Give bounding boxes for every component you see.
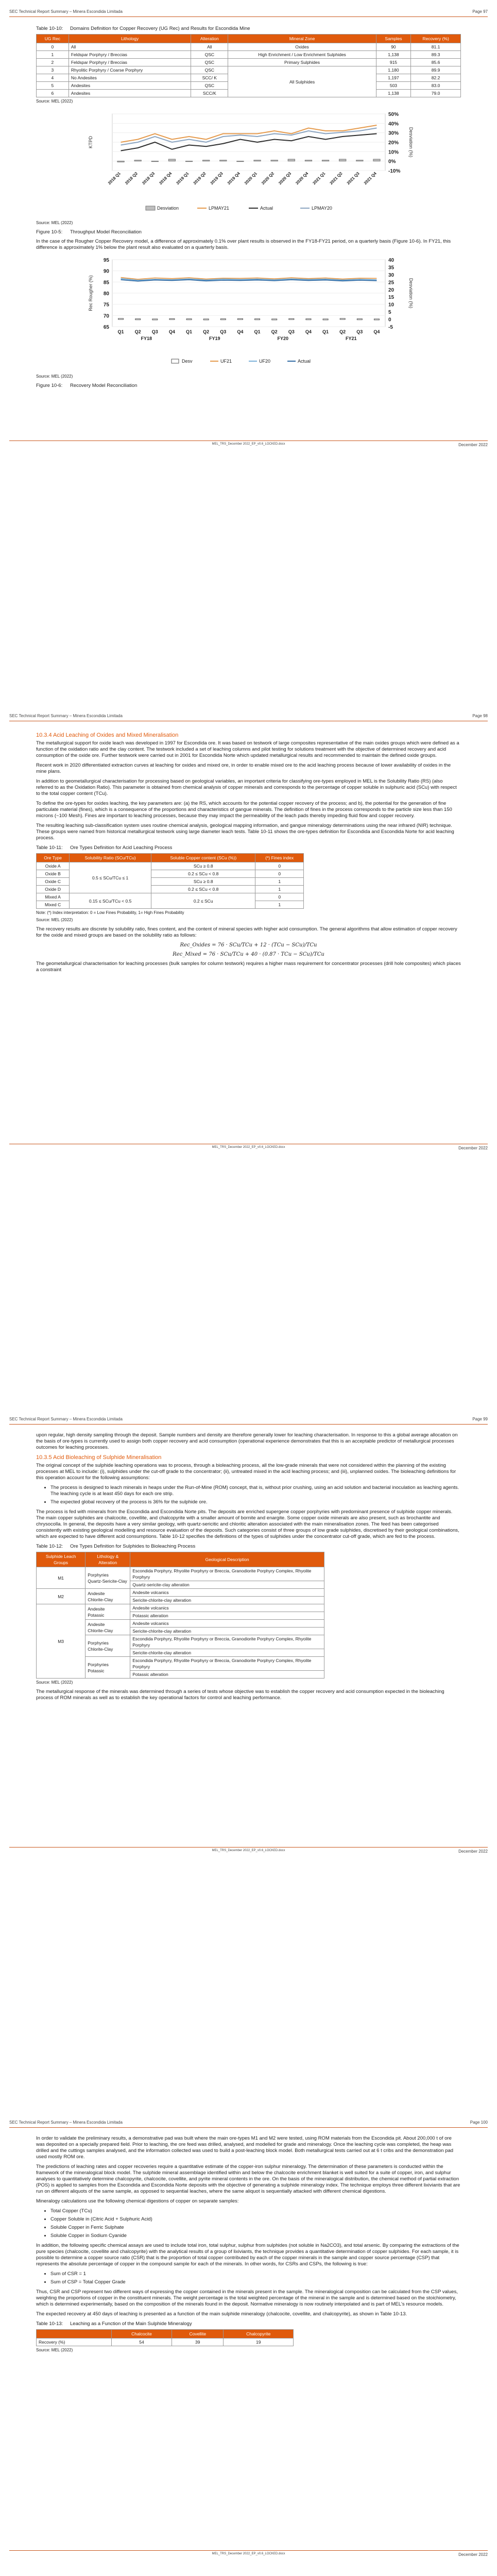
bar-desviation [134, 160, 141, 161]
x-tick-label: Q3 [151, 329, 158, 334]
bar-desviation [271, 160, 278, 161]
y-tick-label-left: 65 [103, 325, 109, 330]
table-cell: No Andesites [68, 74, 191, 82]
table-cell: High Enrichment / Low Enrichment Sulphides [228, 51, 376, 59]
table-cell: Porphyries Quartz-Sericite-Clay [85, 1567, 130, 1589]
table-cell: All Sulphides [228, 66, 376, 97]
y-tick-label-left: 75 [103, 302, 109, 308]
table-cell: 89.3 [411, 51, 461, 59]
paragraph: The metallurgical response of the minerals was determined through a series of tests whose objective was to establish the copper recovery and acid consumption expected in the bioleaching process of ROM minerals as well as to establish the key operational factors for control and leaching performance. [36, 1689, 444, 1701]
bar-desviation [253, 160, 260, 161]
paragraph: To define the ore-types for oxides leaching, the key parameters are: (a) the RS, which accounts for the potential copper recovery of the process; and b), the potential for the generation of fine particulate material (fines), which is a consequence of the proportions and characteristics of gangue minerals. The definition of fines in the process corresponds to the particle size less than 150 microns (~100 Mesh). Fines are important to leaching processes, because they may impact the permeability of the leach pads thereby impeding fluid flow and copper recovery. [36, 801, 452, 819]
table-cell: M1 [37, 1567, 85, 1589]
x-tick-label: Q2 [271, 329, 278, 334]
y-tick-label-right: 30% [388, 130, 399, 137]
x-group-label: FY21 [345, 336, 357, 341]
table-cell: Porphyries Potassic [85, 1657, 130, 1679]
bar-desv [118, 318, 123, 319]
table-cell: QSC [191, 59, 228, 66]
table-cell: All [191, 43, 228, 51]
page-98 [0, 703, 497, 1406]
page-header: SEC Technical Report Summary – Minera Escondida Limitada Page 98 [9, 714, 488, 721]
table-cell: 1,138 [376, 90, 410, 97]
table-10-11-caption: Table 10-11: Ore Types Definition for Acid Leaching Process [36, 845, 173, 851]
y-tick-label-right: -5 [388, 325, 393, 330]
paragraph: In addition, the following specific chemical assays are used to include total iron, total sulphur, sulphur from sulphides (not soluble in Na2CO3), and total arsenic. By comparing the extractions of the pure species (chalcocite, covellite and chalcopyrite) with the analytical results of a group of lixiviants, the technique provides a quantitative determination of copper sulphides. For each sample, it is possible to determine a copper source ratio (CSR) that is the proportion of total copper contributed by each of the copper minerals in the sample and copper source percentage (CSP) that represents the absolute percentage of copper in the compound sample for each of the minerals. In other words, for CSRs and CSPs, the following is true: [36, 2243, 459, 2267]
table-cell: Andesite Chlorite-Clay [85, 1589, 130, 1604]
y-tick-label-right: 0 [388, 317, 391, 323]
page-99 [0, 1406, 497, 2110]
x-tick-label: Q4 [373, 329, 380, 334]
x-tick-label: 2019 Q1 [175, 171, 190, 186]
table-cell: 85.6 [411, 59, 461, 66]
table-cell: Quartz-sericite-clay alteration [130, 1581, 324, 1589]
table-10-11-source: Source: MEL (2022) [36, 918, 73, 922]
page-header: SEC Technical Report Summary – Minera Escondida Limitada Page 100 [9, 2120, 488, 2128]
list-item: • Total Copper (TCu) [50, 2208, 461, 2214]
list-item: • Sum of CSR = 1 [50, 2271, 461, 2277]
legend-label: LPMAY21 [208, 206, 229, 211]
bar-desviation [117, 161, 124, 162]
x-tick-label: Q3 [219, 329, 226, 334]
table-cell: M3 [37, 1604, 85, 1679]
x-group-label: FY19 [209, 336, 220, 341]
table-cell: Andesites [68, 82, 191, 90]
x-tick-label: Q3 [288, 329, 295, 334]
x-tick-label: 2021 Q2 [329, 171, 344, 186]
x-group-label: FY20 [277, 336, 288, 341]
table-cell: Andesite Chlorite-Clay [85, 1620, 130, 1635]
table-cell: 1 [37, 51, 69, 59]
x-tick-label: 2018 Q4 [158, 171, 173, 186]
bar-desv [203, 319, 209, 320]
figure-10-5-source: Source: MEL (2022) [36, 221, 73, 225]
table-10-13-caption: Table 10-13: Leaching as a Function of the Main Sulphide Mineralogy [36, 2321, 192, 2327]
y-tick-label-right: 20% [388, 140, 399, 146]
x-tick-label: Q1 [254, 329, 261, 334]
table-10-13-source: Source: MEL (2022) [36, 2348, 73, 2352]
table-cell: 4 [37, 74, 69, 82]
table-row: Oxide C SCu ≥ 0.8 1 [37, 878, 304, 886]
legend-label: Actual [260, 206, 273, 211]
table-cell: Primary Sulphides [228, 59, 376, 66]
paragraph: Thus, CSR and CSP represent two different ways of expressing the copper contained in the minerals present in the sample. The mineralogical composition can be calculated from the CSP values, weighting the proportions of copper in the constituent minerals. The weight percentage is the total weighted percentage of the mineral in the sample and is determined based on the stoichiometry, which is determined experimentally, based on the composition of the minerals found in the deposit. Normative mineralogy is now routinely interpolated and is part of MEL's resource models. [36, 2289, 458, 2307]
header-title: SEC Technical Report Summary – Minera Escondida Limitada [9, 9, 123, 14]
y-tick-label-right: 35 [388, 265, 394, 271]
x-tick-label: 2020 Q3 [277, 171, 292, 186]
bar-desv [220, 319, 226, 320]
table-header-cell: Lithology [68, 35, 191, 43]
bar-desviation [373, 159, 380, 161]
x-tick-label: 2021 Q4 [363, 171, 378, 186]
list-item: • Sum of CSP = Total Copper Grade [50, 2279, 461, 2285]
x-tick-label: 2018 Q2 [124, 171, 139, 186]
table-cell: Andesite Potassic [85, 1604, 130, 1620]
list-item: • The expected global recovery of the process is 36% for the sulphide ore. [50, 1499, 461, 1505]
bar-desv [340, 318, 345, 319]
table-cell: 2 [37, 59, 69, 66]
page-97-body [36, 26, 461, 392]
table-row: Mixed C 1 [37, 901, 304, 909]
y-tick-label-right: 25 [388, 280, 394, 286]
table-row: Oxide D 0.2 ≤ SCu < 0.8 1 [37, 886, 304, 893]
table-cell: 79.0 [411, 90, 461, 97]
list-item: • Copper Soluble in (Citric Acid + Sulphuric Acid) [50, 2216, 461, 2223]
paragraph: The metallurgical support for oxide leach was developed in 1997 for Escondida ore. It was based on testwork of large composites representative of the main oxides groups which were defined as a function of the oxidation ratio and the clay content. The testwork included a set of leaching columns and pilot testing for solutions treatment with the objective of determined recovery and acid consumption of the oxide ore. Further testwork were carried out in 2001 for Escondida Norte which updated metallurgical results and recommended to maintain the defined oxide groups. [36, 740, 459, 758]
table-row [37, 1567, 324, 1581]
list-item: • Soluble Copper in Ferric Sulphate [50, 2225, 461, 2231]
table-row: Oxide A 0.5 ≤ SCu/TCu ≤ 1 SCu ≥ 0.8 0 [37, 862, 304, 870]
table-row [37, 1604, 324, 1612]
paragraph: Mineralogy calculations use the following chemical digestions of copper on separate samples: [36, 2198, 239, 2204]
legend-label: LPMAY20 [311, 206, 332, 211]
figure-10-5-caption: Figure 10-5: Throughput Model Reconciliation [36, 229, 142, 235]
table-10-13: Chalcocite Covellite Chalcopyrite Recovery (%) 54 39 19 [36, 2329, 294, 2346]
figure-10-6-source: Source: MEL (2022) [36, 374, 73, 379]
bar-desv [305, 319, 311, 320]
y-tick-label-left: 85 [103, 280, 109, 286]
page-97 [0, 0, 497, 703]
x-tick-label: Q3 [356, 329, 363, 334]
table-10-10 [36, 34, 461, 97]
bar-desviation [219, 160, 226, 161]
x-tick-label: Q2 [339, 329, 346, 334]
y-tick-label-right: 20 [388, 287, 394, 293]
x-tick-label: Q1 [322, 329, 329, 334]
x-tick-label: Q1 [185, 329, 192, 334]
paragraph: In the case of the Rougher Copper Recovery model, a difference of approximately 0.1% over plant results is observed in the FY18-FY21 period, on a quarterly basis (Figure 10-6). In FY21, this difference is approximately 1% below the plant result also evaluated on a quarterly basis. [36, 239, 451, 250]
x-tick-label: Q4 [168, 329, 175, 334]
table-header-cell: UG Rec [37, 35, 69, 43]
table-header-cell: Alteration [191, 35, 228, 43]
throughput-chart-svg [84, 109, 414, 217]
paragraph: The original concept of the sulphide leaching operations was to process, through a bioleaching process, all the low-grade minerals that were not considered within the planning of the existing processes at MEL to include: (i), sulphides under the cut-off grade to the concentrator; (ii), untreated mixed in the acid leaching process; and (iii), unplanned oxides. The bioleaching definitions for this operation account for the following assumptions: [36, 1463, 456, 1481]
list-item: • Soluble Copper in Sodium Cyanide [50, 2233, 461, 2239]
y-axis-label-left: KTPD [88, 135, 93, 149]
x-tick-label: Q2 [202, 329, 209, 334]
table-header-cell: Recovery (%) [411, 35, 461, 43]
table-cell: Feldspar Porphyry / Breccias [68, 59, 191, 66]
y-tick-label-right: 10 [388, 302, 394, 308]
section-heading: 10.3.5 Acid Bioleaching of Sulphide Mineralisation [36, 1454, 162, 1461]
x-tick-label: 2019 Q2 [192, 171, 207, 186]
table-cell: 1,180 [376, 66, 410, 74]
page-98-body [36, 729, 461, 977]
table-cell: 81.1 [411, 43, 461, 51]
x-tick-label: 2021 Q3 [346, 171, 361, 186]
table-10-10-source: Source: MEL (2022) [36, 99, 73, 104]
formula-oxides: Rec_Oxides = 76 · SCu/TCu + 12 · (TCu − SCu)/TCu [180, 942, 317, 948]
x-tick-label: 2021 Q1 [311, 171, 326, 186]
bar-desv [323, 319, 328, 320]
bar-desv [357, 319, 362, 320]
table-10-12-caption: Table 10-12: Ore Types Definition for Sulphides to Bioleaching Process [36, 1544, 196, 1549]
table-cell: Feldspar Porphyry / Breccias [68, 51, 191, 59]
bar-desviation [185, 161, 192, 162]
legend-label: UF21 [220, 359, 232, 364]
legend-label: Desv [181, 359, 193, 364]
table-cell: M2 [37, 1589, 85, 1604]
bar-desv [135, 319, 140, 320]
table-cell: Andesites [68, 90, 191, 97]
paragraph: The resulting leaching sub-classification system uses routine chemical analysis, geological mapping information, and gangue mineralogy determinations using the near infrared (NIR) technique. These groups were named from historical metallurgical testwork using large diameter leach tests. Table 10-11 shows the ore-types definition for Escondida and Escondida Norte for acid leaching process. [36, 823, 454, 841]
paragraph: The recovery results are discrete by solubility ratio, fines content, and the content of mineral species with higher acid consumption. The general algorithms that allow estimation of copper recovery for the oxide and mixed groups are based on the solubility ratio as follows: [36, 926, 457, 938]
x-tick-label: 2019 Q3 [209, 171, 224, 186]
bar-desv [271, 319, 277, 320]
table-row [37, 59, 461, 66]
y-tick-label-right: 15 [388, 295, 394, 301]
table-cell: Escondida Porphyry, Rhyolite Porphyry or Breccia, Granodiorite Porphyry Complex, Rhyolite Porphyry [130, 1657, 324, 1671]
y-axis-label-left: Rec Rougher (%) [88, 275, 93, 311]
page-footer: MEL_TRS_December 2022_EP_v0.6_LOCKED.docx December 2022 [9, 1847, 488, 1855]
table-cell: 915 [376, 59, 410, 66]
bar-desviation [356, 160, 363, 161]
y-tick-label-left: 90 [103, 268, 109, 275]
table-header-cell: Mineral Zone [228, 35, 376, 43]
y-tick-label-left: 80 [103, 291, 109, 297]
table-cell: Sericite-chlorite-clay alteration [130, 1628, 324, 1635]
page-footer: MEL_TRS_December 2022_EP_v0.6_LOCKED.docx December 2022 [9, 440, 488, 448]
table-cell: All [68, 43, 191, 51]
bullet-list [36, 2208, 461, 2239]
bar-desv [169, 318, 174, 319]
page-header [9, 9, 488, 17]
x-tick-label: 2020 Q4 [294, 171, 309, 186]
paragraph: upon regular, high density sampling through the deposit. Sample numbers and density are therefore generally lower for leaching characterisation. In response to this a global average allocation on the basis of ore-types is currently used to assign both copper recovery and acid consumption (operational experience demonstrates that this is an acceptable predictor of metallurgical processes outcomes for leaching processes. [36, 1432, 458, 1450]
recovery-chart-svg [84, 255, 414, 370]
page-99-body [36, 1432, 461, 1705]
table-cell: 1,197 [376, 74, 410, 82]
table-cell: QSC [191, 82, 228, 90]
paragraph: The geometallurgical characterisation for leaching processes (bulk samples for column testwork) requires a higher mass requirement for concentrator processes (drill hole composites) which places a constraint [36, 961, 461, 973]
table-note: Note: (*) Index interpretation: 0 = Low Fines Probability, 1= High Fines Probability [36, 910, 184, 915]
legend-label: UF20 [259, 359, 270, 364]
page-footer: MEL_TRS_December 2022_EP_v0.6_LOCKED.docx December 2022 [9, 1144, 488, 1151]
table-row [37, 51, 461, 59]
x-tick-label: 2020 Q2 [260, 171, 275, 186]
table-cell: 83.0 [411, 82, 461, 90]
page-100-body [36, 2136, 461, 2357]
paragraph: The predictions of leaching rates and copper recoveries require a quantitative estimate of the copper-iron sulphur mineralogy. The determination of these parameters is conducted within the framework of the mineralogical block model. The sulphide mineral assemblage identified within and below the chalcocite enrichment blanket is well suited for a suite of copper, iron, and sulphur analyses to quantitatively determine chalcopyrite, chalcocite, covellite, and pyrite mineral contents in the ore. On the basis of the mineralogical distribution, the chemical method of partial extraction (POS) is applied to samples from the Escondida and Escondida Norte deposits with the objective of generating a sulphide mineralogy index. The technique employs three different lixiviants that are run on different aliquots of the same sample, as opposed to sequential leaches, where the same aliquot is sequentially attacked with different chemical digestions. [36, 2164, 460, 2194]
series-line-lpmay21 [121, 125, 376, 142]
table-cell: 89.9 [411, 66, 461, 74]
y-tick-label-right: 40% [388, 121, 399, 127]
y-tick-label-right: 0% [388, 159, 396, 165]
legend-label: Desviation [157, 206, 179, 211]
table-cell: SCC/K [191, 90, 228, 97]
bar-desviation [202, 160, 209, 161]
page-header: SEC Technical Report Summary – Minera Escondida Limitada Page 99 [9, 1417, 488, 1425]
bar-desv [374, 319, 379, 320]
table-cell: 0 [37, 43, 69, 51]
bar-desv [254, 319, 260, 320]
bar-desv [288, 318, 294, 319]
table-cell: Sericite-chlorite-clay alteration [130, 1649, 324, 1657]
x-tick-label: Q4 [305, 329, 312, 334]
bar-desviation [322, 160, 329, 161]
y-axis-label-right: Desviation (%) [408, 278, 414, 309]
y-tick-label-left: 70 [103, 313, 109, 319]
recovery-chart [84, 255, 414, 372]
table-cell: 1,138 [376, 51, 410, 59]
bar-desviation [339, 159, 346, 161]
table-row [37, 1589, 324, 1597]
bar-desviation [151, 161, 158, 162]
y-axis-label-right: Desviation (%) [408, 127, 414, 158]
table-cell: Andesite volcanics [130, 1620, 324, 1628]
table-cell: Oxides [228, 43, 376, 51]
x-tick-label: Q4 [236, 329, 243, 334]
table-cell: Porphyries Chlorite-Clay [85, 1635, 130, 1657]
paragraph: In order to validate the preliminary results, a demonstrative pad was built where the main ore-types M1 and M2 were tested, using ROM materials from the Escondida pit. About 200,000 t of ore was deposited on a specially prepared field. Prior to leaching, the ore feed was drilled, analysed, and modelled for grade and mineralogy. Once the leaching cycle was completed, the heap was drilled and the cuttings samples analysed, and the information collected was used to build a post-leaching block model. Both metallurgical tests carried out at 6 t cribs and the demonstration pad used mostly ROM ore. [36, 2136, 454, 2160]
table-cell: Escondida Porphyry, Rhyolite Porphyry or Breccia, Granodiorite Porphyry Complex, Rhyolite Porphyry [130, 1567, 324, 1581]
table-10-12: Sulphide Leach Groups Lithology & Alteration Geological Description M1 Porphyries Quartz-Sericite-Clay Escondida Porphyry, Rhyolite Porphyry or Breccia, Granodiorite Porphyry Complex, Rhyolite Porphyry Quartz-sericite-clay alteration M2 Andesite Chlorite-Clay Andesite volcanics Sericite-chlorite-clay alteration M3 Andesite Potassic Andesite volcanics Potassic alteration Andesite Chlorite-Clay Andesite volcanics Sericite-chlorite-clay alteration Porphyries Chlorite-Clay Escondida Porphyry, Rhyolite Porphyry or Breccia, Granodiorite Porphyry Complex, Rhyolite Porphyry Sericite-chlorite-clay alteration Porphyries Potassic Escondida Porphyry, Rhyolite Porphyry or Breccia, Granodiorite Porphyry Complex, Rhyolite Porphyry Potassic alteration [36, 1552, 324, 1679]
bar-desv [152, 319, 157, 320]
table-10-10-caption: Table 10-10: Domains Definition for Copper Recovery (UG Rec) and Results for Escondida Mine [36, 26, 250, 31]
throughput-chart [84, 109, 414, 219]
table-cell: 503 [376, 82, 410, 90]
figure-10-6-caption: Figure 10-6: Recovery Model Reconciliation [36, 383, 138, 388]
y-tick-label-right: 10% [388, 149, 399, 156]
x-tick-label: 2019 Q4 [226, 171, 241, 186]
y-tick-label-right: 5 [388, 310, 391, 316]
header-page-number: Page 97 [472, 9, 488, 14]
bar-desviation [236, 161, 243, 162]
x-tick-label: Q1 [117, 329, 124, 334]
page-100 [0, 2110, 497, 2576]
paragraph: Recent work in 2020 differentiated extraction curves at leaching for oxides and mixed ore, in order to enable mixed ore to the acid leaching process because of lower availability of oxides in the mine plans. [36, 762, 451, 774]
x-tick-label: Q2 [134, 329, 141, 334]
paragraph: The expected recovery at 450 days of leaching is presented as a function of the main sulphide mineralogy (chalcocite, covellite, and chalcopyrite), as shown in Table 10-13. [36, 2311, 407, 2317]
table-cell: QSC [191, 66, 228, 74]
table-cell: 6 [37, 90, 69, 97]
table-row: Recovery (%) 54 39 19 [37, 2338, 294, 2346]
table-header-cell: Samples [376, 35, 410, 43]
table-cell: Andesite volcanics [130, 1604, 324, 1612]
x-tick-label: 2018 Q3 [141, 171, 156, 186]
bullet-list [36, 1485, 461, 1505]
table-cell: 90 [376, 43, 410, 51]
x-tick-label: 2018 Q1 [107, 171, 122, 186]
table-cell: Sericite-chlorite-clay alteration [130, 1597, 324, 1604]
formula-mixed: Rec_Mixed = 76 · SCu/TCu + 40 · (0.87 · TCu − SCu)/TCu [173, 952, 324, 957]
table-cell: QSC [191, 51, 228, 59]
table-cell: Escondida Porphyry, Rhyolite Porphyry or Breccia, Granodiorite Porphyry Complex, Rhyolite Porphyry [130, 1635, 324, 1649]
x-tick-label: 2020 Q1 [243, 171, 258, 186]
section-heading: 10.3.4 Acid Leaching of Oxides and Mixed Mineralisation [36, 732, 179, 738]
legend-label: Actual [297, 359, 311, 364]
table-cell: 82.2 [411, 74, 461, 82]
x-group-label: FY18 [140, 336, 152, 341]
table-cell: Andesite volcanics [130, 1589, 324, 1597]
bar-desv [237, 318, 243, 319]
table-cell: Rhyolitic Porphyry / Coarse Porphyry [68, 66, 191, 74]
table-row: Oxide B 0.2 ≤ SCu < 0.8 0 [37, 870, 304, 878]
paragraph: In addition to geometallurgical characterisation for processing based on geological variables, an important criteria for classifying ore-types employed in MEL is the Solubility Ratio (RS) (also referred to as the Oxidation Ratio). This parameter is obtained from chemical analysis of copper minerals and corresponds to the percentage of copper soluble in sulphuric acid (SCu) with respect to the total copper content (TCu). [36, 778, 457, 796]
y-tick-label-right: -10% [388, 168, 400, 174]
legend-swatch [172, 359, 179, 363]
table-cell: Potassic alteration [130, 1671, 324, 1679]
table-cell: 3 [37, 66, 69, 74]
table-row: Mixed A 0.15 ≤ SCu/TCu < 0.5 0.2 ≤ SCu 0 [37, 893, 304, 901]
table-10-11: Ore Type Solubility Ratio (SCu/TCu) Soluble Copper content (SCu (%)) (*) Fines index Oxide A 0.5 ≤ SCu/TCu ≤ 1 SCu ≥ 0.8 0 Oxide B 0.2 ≤ SCu < 0.8 0 Oxide C SCu ≥ 0.8 1 Oxide D 0.2 ≤ SCu < 0.8 1 Mixed A 0.15 ≤ SCu/TCu < 0.5 0.2 ≤ SCu 0 Mixed C 1 [36, 853, 304, 909]
table-row [37, 66, 461, 74]
legend-swatch [146, 206, 155, 210]
y-tick-label-left: 95 [103, 258, 109, 263]
table-10-12-source: Source: MEL (2022) [36, 1680, 73, 1685]
table-cell: SCC/ K [191, 74, 228, 82]
bullet-list [36, 2271, 461, 2285]
bar-desv [186, 319, 192, 320]
table-cell: Potassic alteration [130, 1612, 324, 1620]
bar-desviation [288, 159, 295, 161]
bar-desviation [305, 160, 312, 161]
y-tick-label-right: 40 [388, 258, 394, 263]
bar-desviation [168, 159, 175, 161]
page-footer: MEL_TRS_December 2022_EP_v0.6_LOCKED.docx December 2022 [9, 2550, 488, 2558]
table-cell: 5 [37, 82, 69, 90]
y-tick-label-right: 30 [388, 272, 394, 278]
list-item: • The process is designed to leach minerals in heaps under the Run-of-Mine (ROM) concept, that is, without prior crushing, using an acid solution and bacterial inoculation as leaching agents. The leaching cycle is at least 450 days for each ore strip. [50, 1485, 461, 1497]
paragraph: The process is fed with minerals from the Escondida and Escondida Norte pits. The deposits are enriched supergene copper porphyries with predominant presence of sulphide copper minerals. The main copper sulphides are chalcocite, covellite, and chalcopyrite with a smaller amount of bornite and enargite. Some copper oxide minerals are also present, such as brochantite and chrysocolla. In general, the deposits have a very similar geology, with quartz-sericitic and chloritic alteration associated with the main mineralisation zones. The feed has been categorised consistently with existing geological modelling and resource evaluation of the deposits. Such categories consist of three groups of low grade sulphides, discretised by their geological combinations, which are expected to have different acid consumptions. Table 10-12 specifies the definitions of the types of sulphides under the concentrator cut-off grade, which are fed to the process. [36, 1509, 459, 1539]
y-tick-label-right: 50% [388, 112, 399, 117]
table-row [37, 43, 461, 51]
